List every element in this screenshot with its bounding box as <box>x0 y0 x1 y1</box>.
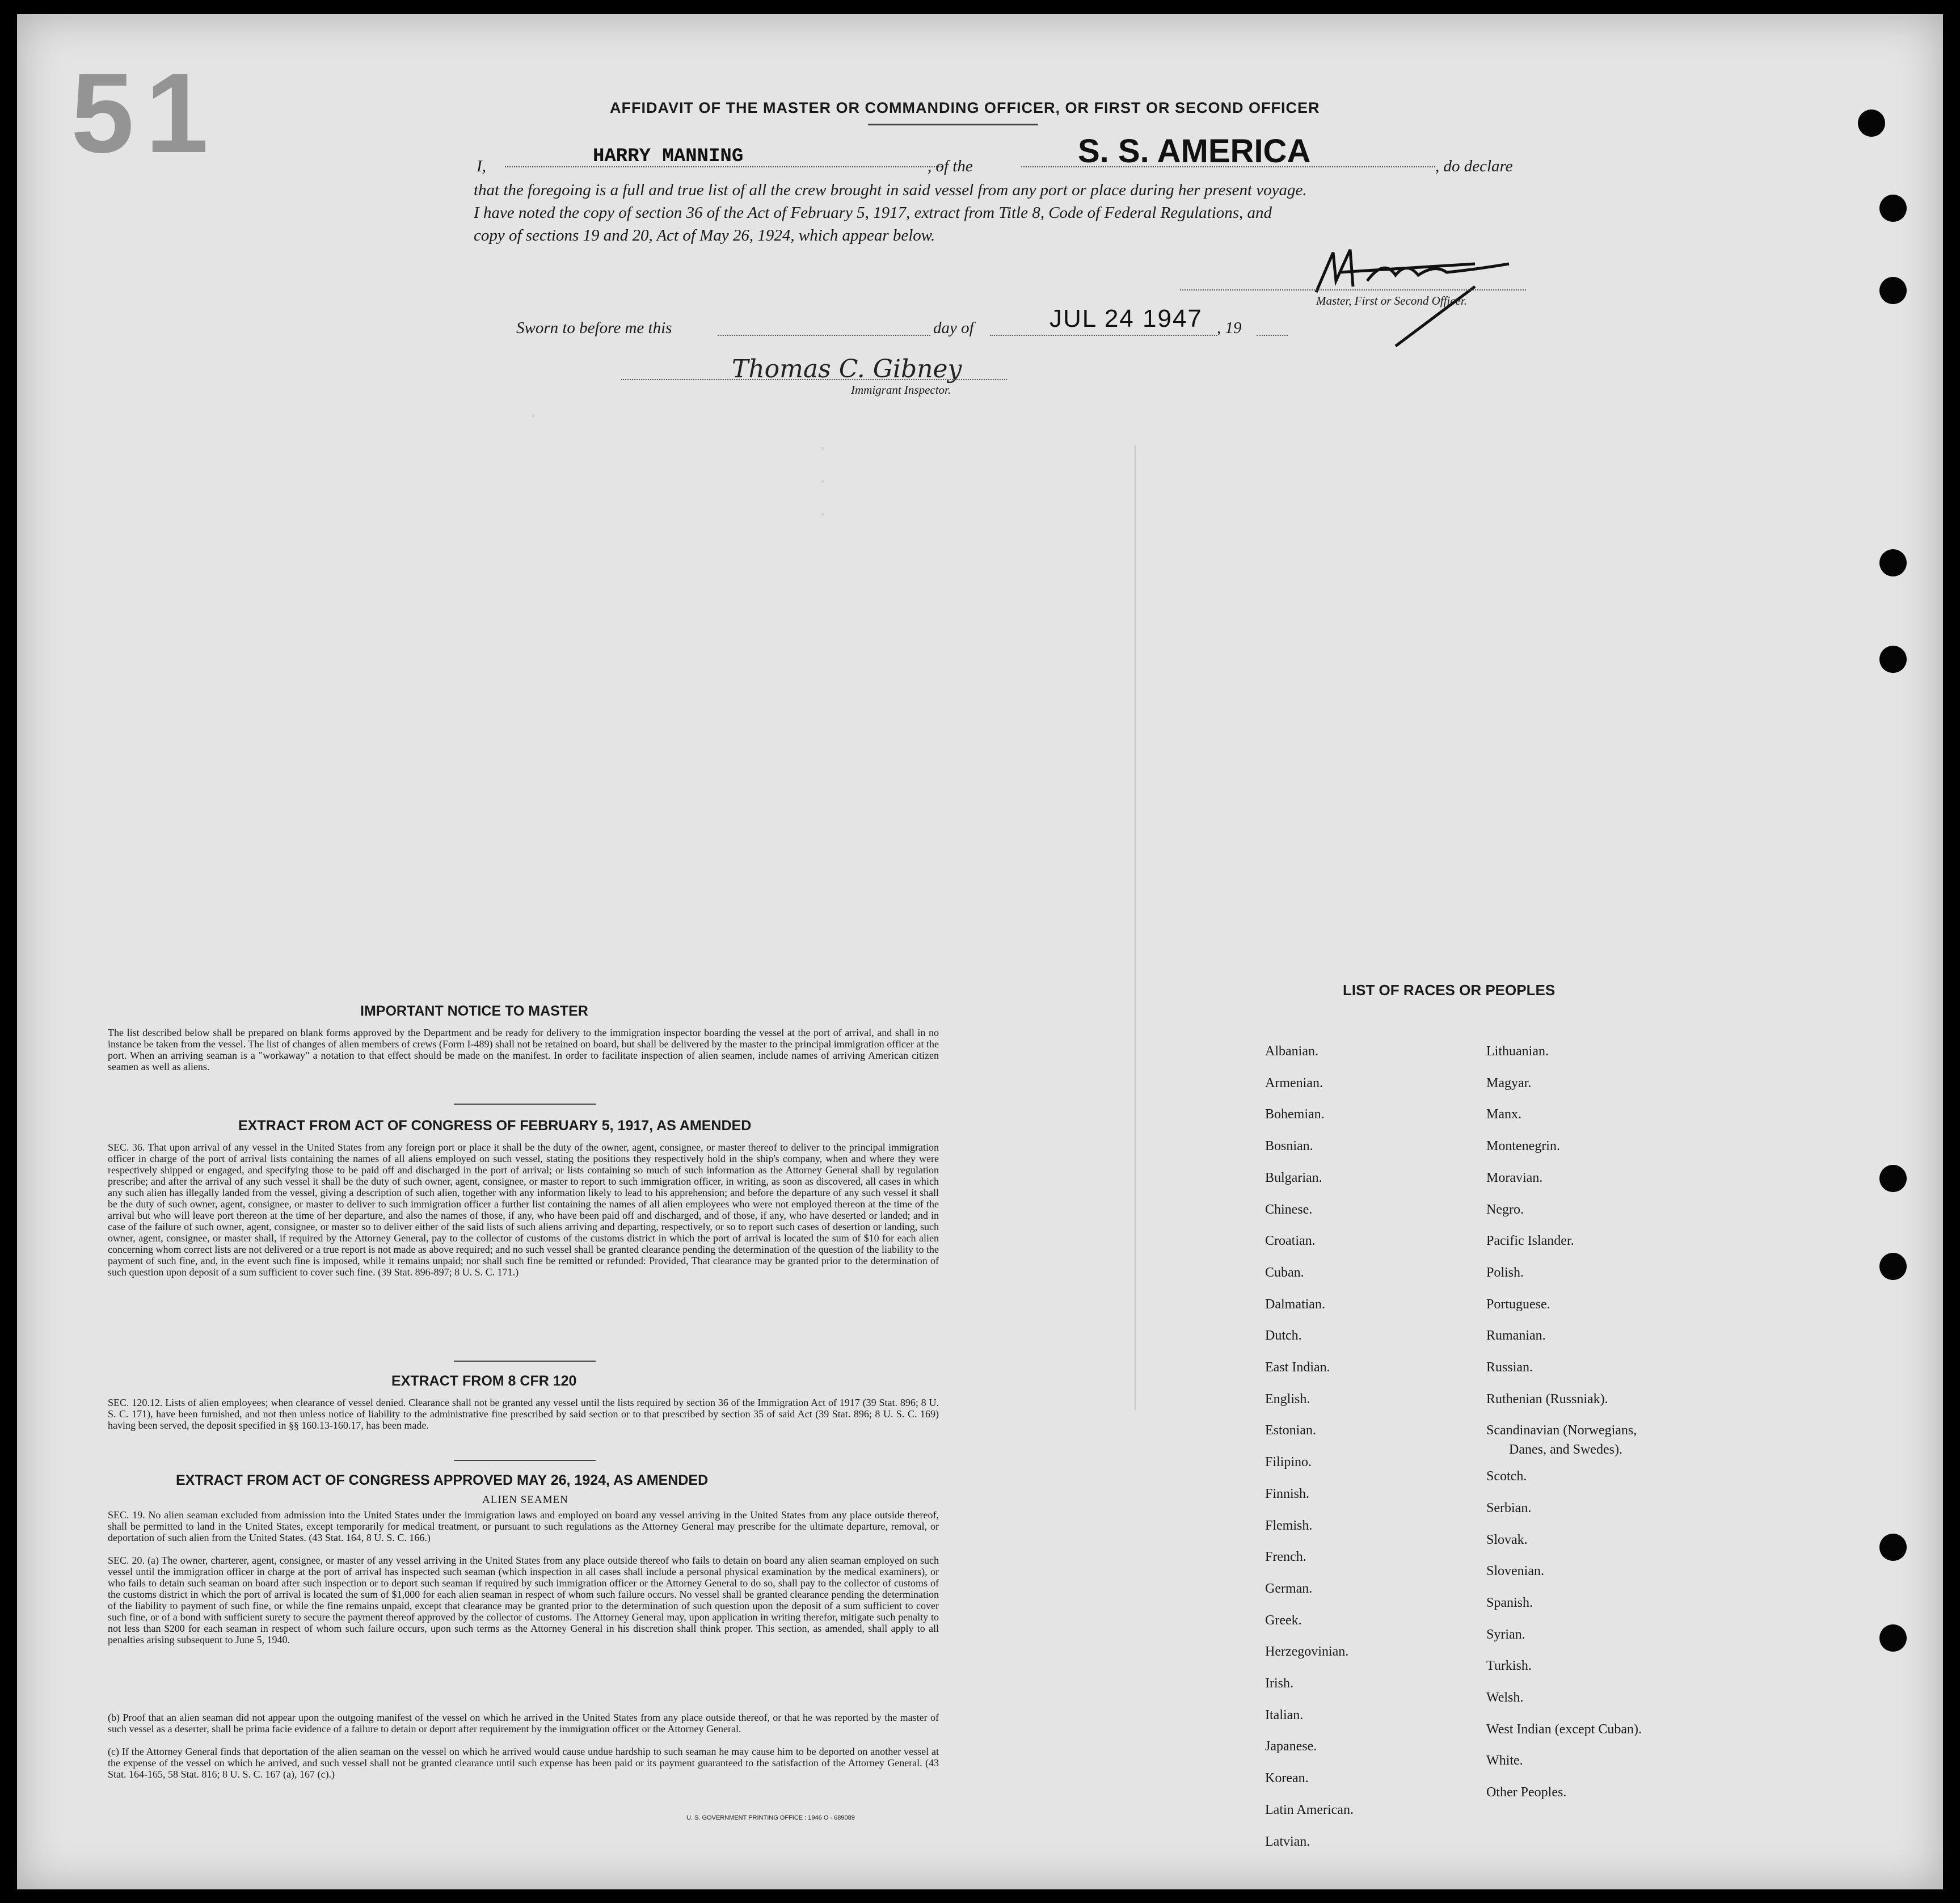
race-item: English. <box>1265 1391 1310 1407</box>
race-item: Dutch. <box>1265 1328 1302 1344</box>
divider <box>868 124 1038 125</box>
extract-cfr-body: SEC. 120.12. Lists of alien employees; when clearance of vessel denied. Clearance shall not be granted any vessel until the lists required by section 36 of the Immigration Act of 1917 (39 Stat. 896; 8 U. S. C. 171), have been furnished, and not then unless notice of liability to the administrative fine prescribed by said section or to that prescribed by section 35 of said Act (39 Stat. 896; 8 U. S. C. 169) having been served, the deposit specified in §§ 160.13-160.17, has been made. <box>108 1397 939 1431</box>
race-item: Latin American. <box>1265 1802 1354 1817</box>
affidavit-title: AFFIDAVIT OF THE MASTER OR COMMANDING OFFICER, OR FIRST OR SECOND OFFICER <box>610 99 1320 116</box>
punch-hole <box>1879 1534 1907 1561</box>
race-item: Flemish. <box>1265 1518 1313 1533</box>
extract-1924-sec20c: (c) If the Attorney General finds that deportation of the alien seaman on the vessel on which he arrived would cause undue hardship to such seaman he may cause him to be deported on another vessel at the expense of the vessel on which he arrived, and such vessel shall not be granted clearance until such expense has been paid or its payment guaranteed to the satisfaction of the Attorney General. (43 Stat. 164-165, 58 Stat. 816; 8 U. S. C. 167 (a), 167 (c).) <box>108 1746 939 1780</box>
race-item: Pacific Islander. <box>1486 1233 1574 1249</box>
race-item: Slovak. <box>1486 1532 1528 1547</box>
document-page <box>17 14 1943 1889</box>
affidavit-line-3: copy of sections 19 and 20, Act of May 26, 1924, which appear below. <box>474 226 935 245</box>
race-item: Montenegrin. <box>1486 1139 1560 1154</box>
race-item: Scandinavian (Norwegians, <box>1486 1423 1637 1438</box>
race-item: Rumanian. <box>1486 1328 1546 1344</box>
race-item: Lithuanian. <box>1486 1044 1549 1059</box>
race-item: Danes, and Swedes). <box>1509 1442 1622 1458</box>
day-of-label: day of <box>933 319 974 337</box>
race-item: Welsh. <box>1486 1690 1524 1705</box>
race-item: Russian. <box>1486 1360 1533 1375</box>
page-stamp-number: 51 <box>71 50 220 176</box>
notice-body: The list described below shall be prepared on blank forms approved by the Department and be ready for delivery to the immigration inspector boarding the vessel at the port of arrival, and shall in no instance be taken from the vessel. The list of changes of alien members of crews (Form I-489) shall not be retained on board, but shall be delivered by the master to the principal immigration officer at the port. When an arriving seaman is a "workaway" a notation to that effect should be made on the manifest. In order to facilitate inspection of alien seamen, include names of arriving American citizen seamen as well as aliens. <box>108 1027 939 1072</box>
race-item: Slovenian. <box>1486 1564 1544 1579</box>
extract-1924-sec20a: SEC. 20. (a) The owner, charterer, agent, consignee, or master of any vessel arriving in the United States from any place outside thereof who fails to detain on board any alien seaman employed on such vessel until the immigration officer in charge at the port of arrival has inspected such seaman (which inspection in all cases shall include a personal physical examination by the medical examiners), or who fails to detain such seaman on board after such inspection or to deport such seaman if required by such immigration officer or the Attorney General to do so, shall pay to the collector of customs of the customs district in which the port of arrival is located the sum of $1,000 for each alien seaman in respect of whom such failure occurs. No vessel shall be granted clearance pending the determination of the liability to payment of such fine, or while the fine remains unpaid, except that clearance may be granted prior to the determination of such question upon the deposit of a sum sufficient to cover such fine, or of a bond with sufficient surety to secure the payment thereof approved by the collector of customs. The Attorney General may, upon application in writing therefor, mitigate such penalty to not less than $200 for each seaman in respect of whom such failure occurs, upon such terms as the Attorney General in his discretion shall think proper. This section, as amended, shall apply to all penalties arising subsequent to June 5, 1940. <box>108 1555 939 1645</box>
extract-1917-body: SEC. 36. That upon arrival of any vessel in the United States from any foreign port or place it shall be the duty of the owner, agent, consignee, or master thereof to deliver to the principal immigration officer in charge of the port of arrival lists containing the names of all aliens employed on such vessel, stating the positions they respectively hold in the ship's company, when and where they were respectively shipped or engaged, and specifying those to be paid off and discharged in the port of arrival; or lists containing so much of such information as the Attorney General shall by regulation prescribe; and after the arrival of any such vessel it shall be the duty of such owner, agent, consignee, or master to report to such immigration officer, in writing, as soon as discovered, all cases in which any such alien has illegally landed from the vessel, giving a description of such alien, together with any information likely to lead to his apprehension; and before the departure of any such vessel it shall be the duty of such owner, agent, consignee, or master to deliver to such immigration officer a further list containing the names of all alien employees who were not employed thereon at the time of the arrival but who will leave port thereon at the time of her departure, and also the names of those, if any, who have been paid off and discharged, and of those, if any, who have deserted or landed; and in case of the failure of such owner, agent, consignee, or master so to deliver either of the said lists of such aliens arriving and departing, respectively, or so to report such cases of desertion or landing, such owner, agent, consignee, or master shall, if required by the Attorney General, pay to the collector of customs of the customs district in which the port of arrival is located the sum of $10 for each alien concerning whom correct lists are not delivered or a true report is not made as above required; and no such vessel shall be granted clearance pending the determination of the question of the liability to the payment of such fine, and, in the event such fine is imposed, while it remains unpaid; nor shall such fine be remitted or refunded: Provided, That clearance may be granted prior to the determination of such question upon deposit of a sum sufficient to cover such fine. (39 Stat. 896-897; 8 U. S. C. 171.) <box>108 1142 939 1278</box>
affidavit-line-1: that the foregoing is a full and true list of all the crew brought in said vessel from any port or place during her present voyage. <box>474 181 1307 199</box>
race-item: Manx. <box>1486 1107 1521 1122</box>
race-item: Greek. <box>1265 1613 1302 1628</box>
inspector-line <box>621 379 1007 380</box>
race-item: Japanese. <box>1265 1739 1317 1754</box>
race-item: Italian. <box>1265 1707 1304 1723</box>
race-item: German. <box>1265 1581 1313 1596</box>
race-item: Armenian. <box>1265 1075 1323 1091</box>
race-item: Portuguese. <box>1486 1296 1550 1312</box>
race-item: Dalmatian. <box>1265 1296 1325 1312</box>
sworn-label: Sworn to before me this <box>516 319 672 337</box>
race-item: Turkish. <box>1486 1658 1532 1674</box>
divider <box>454 1104 596 1105</box>
race-item: Korean. <box>1265 1771 1309 1786</box>
punch-hole <box>1879 646 1907 673</box>
punch-hole <box>1879 1165 1907 1192</box>
date-line <box>990 335 1217 336</box>
race-item: Other Peoples. <box>1486 1785 1567 1800</box>
sworn-date: JUL 24 1947 <box>1049 305 1203 332</box>
printing-office-footer: U. S. GOVERNMENT PRINTING OFFICE : 1946 O - 689089 <box>686 1814 855 1821</box>
race-item: French. <box>1265 1550 1306 1565</box>
race-item: Herzegovinian. <box>1265 1644 1349 1660</box>
of-the-label: , of the <box>928 157 973 175</box>
bleed-through-text: · · · · <box>528 406 829 526</box>
race-item: White. <box>1486 1753 1523 1769</box>
race-item: Estonian. <box>1265 1423 1316 1438</box>
race-item: Magyar. <box>1486 1075 1532 1091</box>
affidavit-line-2: I have noted the copy of section 36 of the Act of February 5, 1917, extract from Title 8, Code of Federal Regulations, and <box>474 204 1272 222</box>
race-item: East Indian. <box>1265 1360 1330 1375</box>
race-item: Filipino. <box>1265 1455 1312 1470</box>
races-title: LIST OF RACES OR PEOPLES <box>1343 982 1556 999</box>
extract-1924-sec20b: (b) Proof that an alien seaman did not appear upon the outgoing manifest of the vessel on which he arrived in the United States from any place outside thereof, or that he was reported by the master of such vessel as a deserter, shall be prima facie evidence of a failure to detain or deport after requirement by the immigration officer or the Attorney General. <box>108 1712 939 1734</box>
race-item: Bohemian. <box>1265 1107 1325 1122</box>
race-item: Serbian. <box>1486 1500 1532 1515</box>
race-item: Spanish. <box>1486 1595 1533 1610</box>
vessel-name: S. S. AMERICA <box>1078 133 1311 170</box>
sworn-day-line <box>718 335 930 336</box>
extract-1924-subtitle: ALIEN SEAMEN <box>482 1494 568 1506</box>
race-item: Irish. <box>1265 1676 1293 1691</box>
punch-hole <box>1879 277 1907 304</box>
punch-hole <box>1879 195 1907 222</box>
race-item: Bulgarian. <box>1265 1170 1322 1185</box>
race-item: Ruthenian (Russniak). <box>1486 1391 1608 1407</box>
race-item: Latvian. <box>1265 1834 1310 1849</box>
race-item: Syrian. <box>1486 1627 1525 1642</box>
race-item: Cuban. <box>1265 1265 1304 1280</box>
extract-cfr-title: EXTRACT FROM 8 CFR 120 <box>391 1373 577 1389</box>
race-item: Negro. <box>1486 1202 1524 1217</box>
race-item: Moravian. <box>1486 1170 1543 1185</box>
divider <box>454 1460 596 1461</box>
race-item: Bosnian. <box>1265 1139 1313 1154</box>
inspector-signature: Thomas C. Gibney <box>732 355 962 384</box>
race-item: Croatian. <box>1265 1233 1316 1249</box>
race-item: Finnish. <box>1265 1486 1310 1501</box>
master-name: HARRY MANNING <box>593 146 744 167</box>
race-item: Scotch. <box>1486 1469 1527 1484</box>
punch-hole <box>1879 1253 1907 1280</box>
punch-hole <box>1879 1624 1907 1652</box>
extract-1924-sec19: SEC. 19. No alien seaman excluded from admission into the United States under the immigration laws and employed on board any vessel arriving in the United States from any place outside thereof, shall be permitted to land in the United States, except temporarily for medical treatment, or pursuant to such regulations as the Attorney General may prescribe for the ultimate departure, removal, or deportation of such alien from the United States. (43 Stat. 164, 8 U. S. C. 166.) <box>108 1509 939 1543</box>
master-caption: Master, First or Second Officer. <box>1316 294 1467 308</box>
notice-title: IMPORTANT NOTICE TO MASTER <box>360 1003 588 1019</box>
year-label: , 19 <box>1217 319 1242 337</box>
do-declare-label: , do declare <box>1435 157 1513 175</box>
extract-1924-title: EXTRACT FROM ACT OF CONGRESS APPROVED MAY 26, 1924, AS AMENDED <box>176 1472 709 1488</box>
master-signature-line <box>1180 289 1526 290</box>
affidavit-prefix: I, <box>477 157 486 175</box>
inspector-caption: Immigrant Inspector. <box>851 383 951 397</box>
race-item: Chinese. <box>1265 1202 1313 1217</box>
race-item: Albanian. <box>1265 1044 1318 1059</box>
bleed-through-rule <box>1135 445 1136 1410</box>
divider <box>454 1361 596 1362</box>
year-line <box>1257 335 1288 336</box>
punch-hole <box>1858 110 1885 137</box>
punch-hole <box>1879 549 1907 576</box>
extract-1917-title: EXTRACT FROM ACT OF CONGRESS OF FEBRUARY 5, 1917, AS AMENDED <box>238 1118 752 1134</box>
race-item: West Indian (except Cuban). <box>1486 1721 1642 1737</box>
race-item: Polish. <box>1486 1265 1524 1280</box>
